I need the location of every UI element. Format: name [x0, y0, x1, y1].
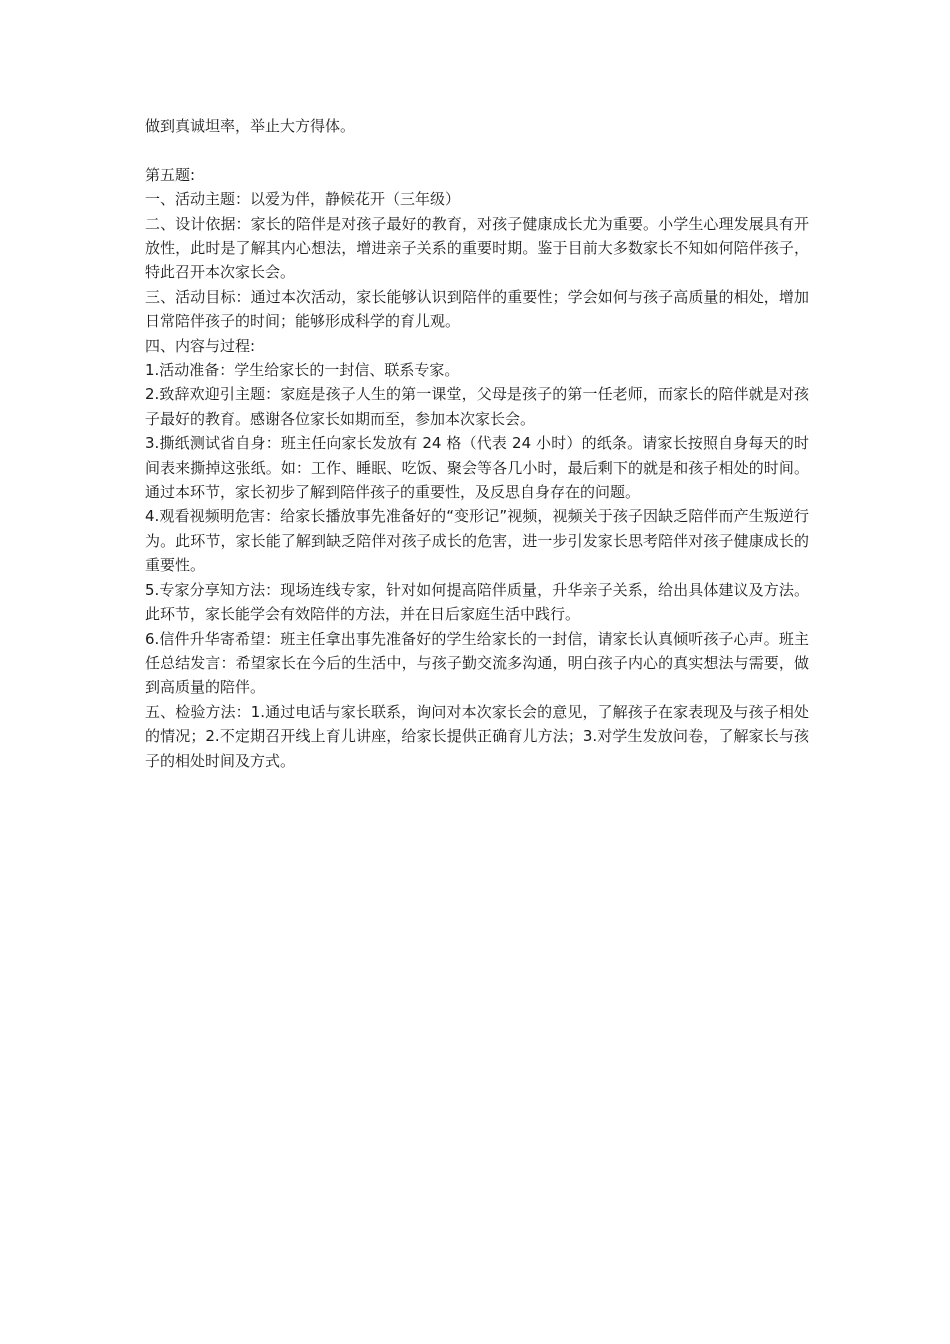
step-4-video: 4.观看视频明危害：给家长播放事先准备好的“变形记”视频，视频关于孩子因缺乏陪伴而产生叛逆行为。此环节，家长能了解到缺乏陪伴对孩子成长的危害，进一步引发家长思考陪伴对孩子健康成长的重要性。	[145, 507, 809, 575]
activity-theme: 一、活动主题：以爱为伴，静候花开（三年级）	[145, 190, 461, 209]
intro-line: 做到真诚坦率，举止大方得体。	[145, 117, 356, 135]
content-process-heading: 四、内容与过程:	[145, 336, 256, 355]
step-1-preparation: 1.活动准备：学生给家长的一封信、联系专家。	[145, 361, 460, 380]
paragraph-gap	[145, 138, 809, 162]
document-body	[145, 114, 809, 773]
step-2-welcome: 2.致辞欢迎引主题：家庭是孩子人生的第一课堂，父母是孩子的第一任老师，而家长的陪伴就是对孩子最好的教育。感谢各位家长如期而至，参加本次家长会。	[145, 385, 809, 428]
step-6-letter: 6.信件升华寄希望：班主任拿出事先准备好的学生给家长的一封信，请家长认真倾听孩子心声。班主任总结发言：希望家长在今后的生活中，与孩子勤交流多沟通，明白孩子内心的真实想法与需要，做到高质量的陪伴。	[145, 629, 809, 697]
evaluation-methods: 五、检验方法：1.通过电话与家长联系，询问对本次家长会的意见，了解孩子在家表现及与孩子相处的情况；2.不定期召开线上育儿讲座，给家长提供正确育儿方法；3.对学生发放问卷，了解家长与孩子的相处时间及方式。	[145, 702, 809, 770]
activity-goals: 三、活动目标：通过本次活动，家长能够认识到陪伴的重要性；学会如何与孩子高质量的相处，增加日常陪伴孩子的时间；能够形成科学的育儿观。	[145, 287, 809, 331]
section-heading: 第五题:	[145, 165, 196, 184]
step-5-expert: 5.专家分享知方法：现场连线专家，针对如何提高陪伴质量，升华亲子关系，给出具体建议及方法。此环节，家长能学会有效陪伴的方法，并在日后家庭生活中践行。	[145, 580, 809, 624]
design-basis: 二、设计依据：家长的陪伴是对孩子最好的教育，对孩子健康成长尤为重要。小学生心理发展具有开放性，此时是了解其内心想法，增进亲子关系的重要时期。鉴于目前大多数家长不知如何陪伴孩子，特此召开本次家长会。	[145, 214, 809, 282]
step-3-paper-test: 3.撕纸测试省自身：班主任向家长发放有 24 格（代表 24 小时）的纸条。请家长按照自身每天的时间表来撕掉这张纸。如：工作、睡眠、吃饭、聚会等各几小时，最后剩下的就是和孩子相处的时间。通过本环节，家长初步了解到陪伴孩子的重要性，及反思自身存在的问题。	[145, 434, 809, 502]
